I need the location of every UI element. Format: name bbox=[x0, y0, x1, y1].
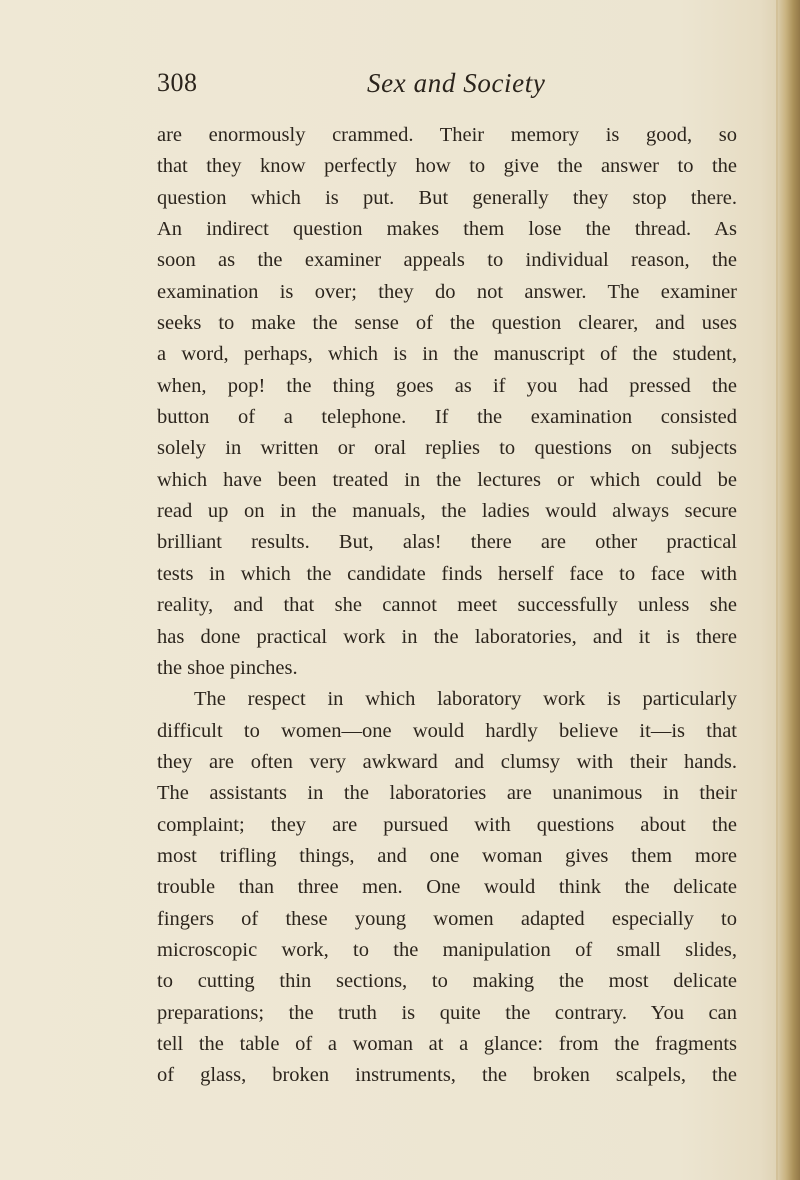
text-line: they are often very awkward and clumsy with their hands. bbox=[157, 750, 737, 773]
text-line: seeks to make the sense of the question clearer, and uses bbox=[157, 312, 737, 335]
text-line: tell the table of a woman at a glance: from the fragments bbox=[157, 1032, 737, 1055]
text-line: The assistants in the laboratories are unanimous in their bbox=[157, 782, 737, 805]
text-line: fingers of these young women adapted especially to bbox=[157, 907, 737, 930]
text-line: soon as the examiner appeals to individual reason, the bbox=[157, 249, 737, 272]
text-line: of glass, broken instruments, the broken scalpels, the bbox=[157, 1064, 737, 1087]
text-line: An indirect question makes them lose the thread. As bbox=[157, 218, 737, 241]
text-line: microscopic work, to the manipulation of small slides, bbox=[157, 938, 737, 961]
text-line: difficult to women—one would hardly believe it—is that bbox=[157, 719, 737, 742]
text-line: which have been treated in the lectures or which could be bbox=[157, 468, 737, 491]
text-line: button of a telephone. If the examination consisted bbox=[157, 406, 737, 429]
text-line: are enormously crammed. Their memory is good, so bbox=[157, 124, 737, 146]
text-line: a word, perhaps, which is in the manuscript of the student, bbox=[157, 343, 737, 366]
running-title: Sex and Society bbox=[367, 68, 546, 98]
text-line: examination is over; they do not answer. The examiner bbox=[157, 280, 737, 303]
text-line: reality, and that she cannot meet successfully unless she bbox=[157, 594, 737, 617]
paragraph-start-line: The respect in which laboratory work is particularly bbox=[194, 688, 737, 711]
text-line: that they know perfectly how to give the answer to the bbox=[157, 155, 737, 178]
text-line: trouble than three men. One would think the delicate bbox=[157, 876, 737, 899]
text-line: when, pop! the thing goes as if you had pressed the bbox=[157, 374, 737, 397]
text-line: most trifling things, and one woman gives them more bbox=[157, 844, 737, 867]
page-number: 308 bbox=[157, 68, 198, 97]
text-line: read up on in the manuals, the ladies would always secure bbox=[157, 500, 737, 523]
text-line: has done practical work in the laboratories, and it is there bbox=[157, 625, 737, 648]
page-header bbox=[157, 66, 737, 106]
text-line: complaint; they are pursued with questions about the bbox=[157, 813, 737, 836]
text-line: solely in written or oral replies to questions on subjects bbox=[157, 437, 737, 460]
page-edge bbox=[778, 0, 800, 1180]
text-line: brilliant results. But, alas! there are other practical bbox=[157, 531, 737, 554]
text-line: to cutting thin sections, to making the most delicate bbox=[157, 970, 737, 993]
text-line: preparations; the truth is quite the contrary. You can bbox=[157, 1001, 737, 1024]
body-text bbox=[157, 120, 737, 1092]
text-line: question which is put. But generally they stop there. bbox=[157, 186, 737, 209]
text-line: the shoe pinches. bbox=[157, 656, 298, 679]
text-line: tests in which the candidate finds herself face to face with bbox=[157, 562, 737, 585]
